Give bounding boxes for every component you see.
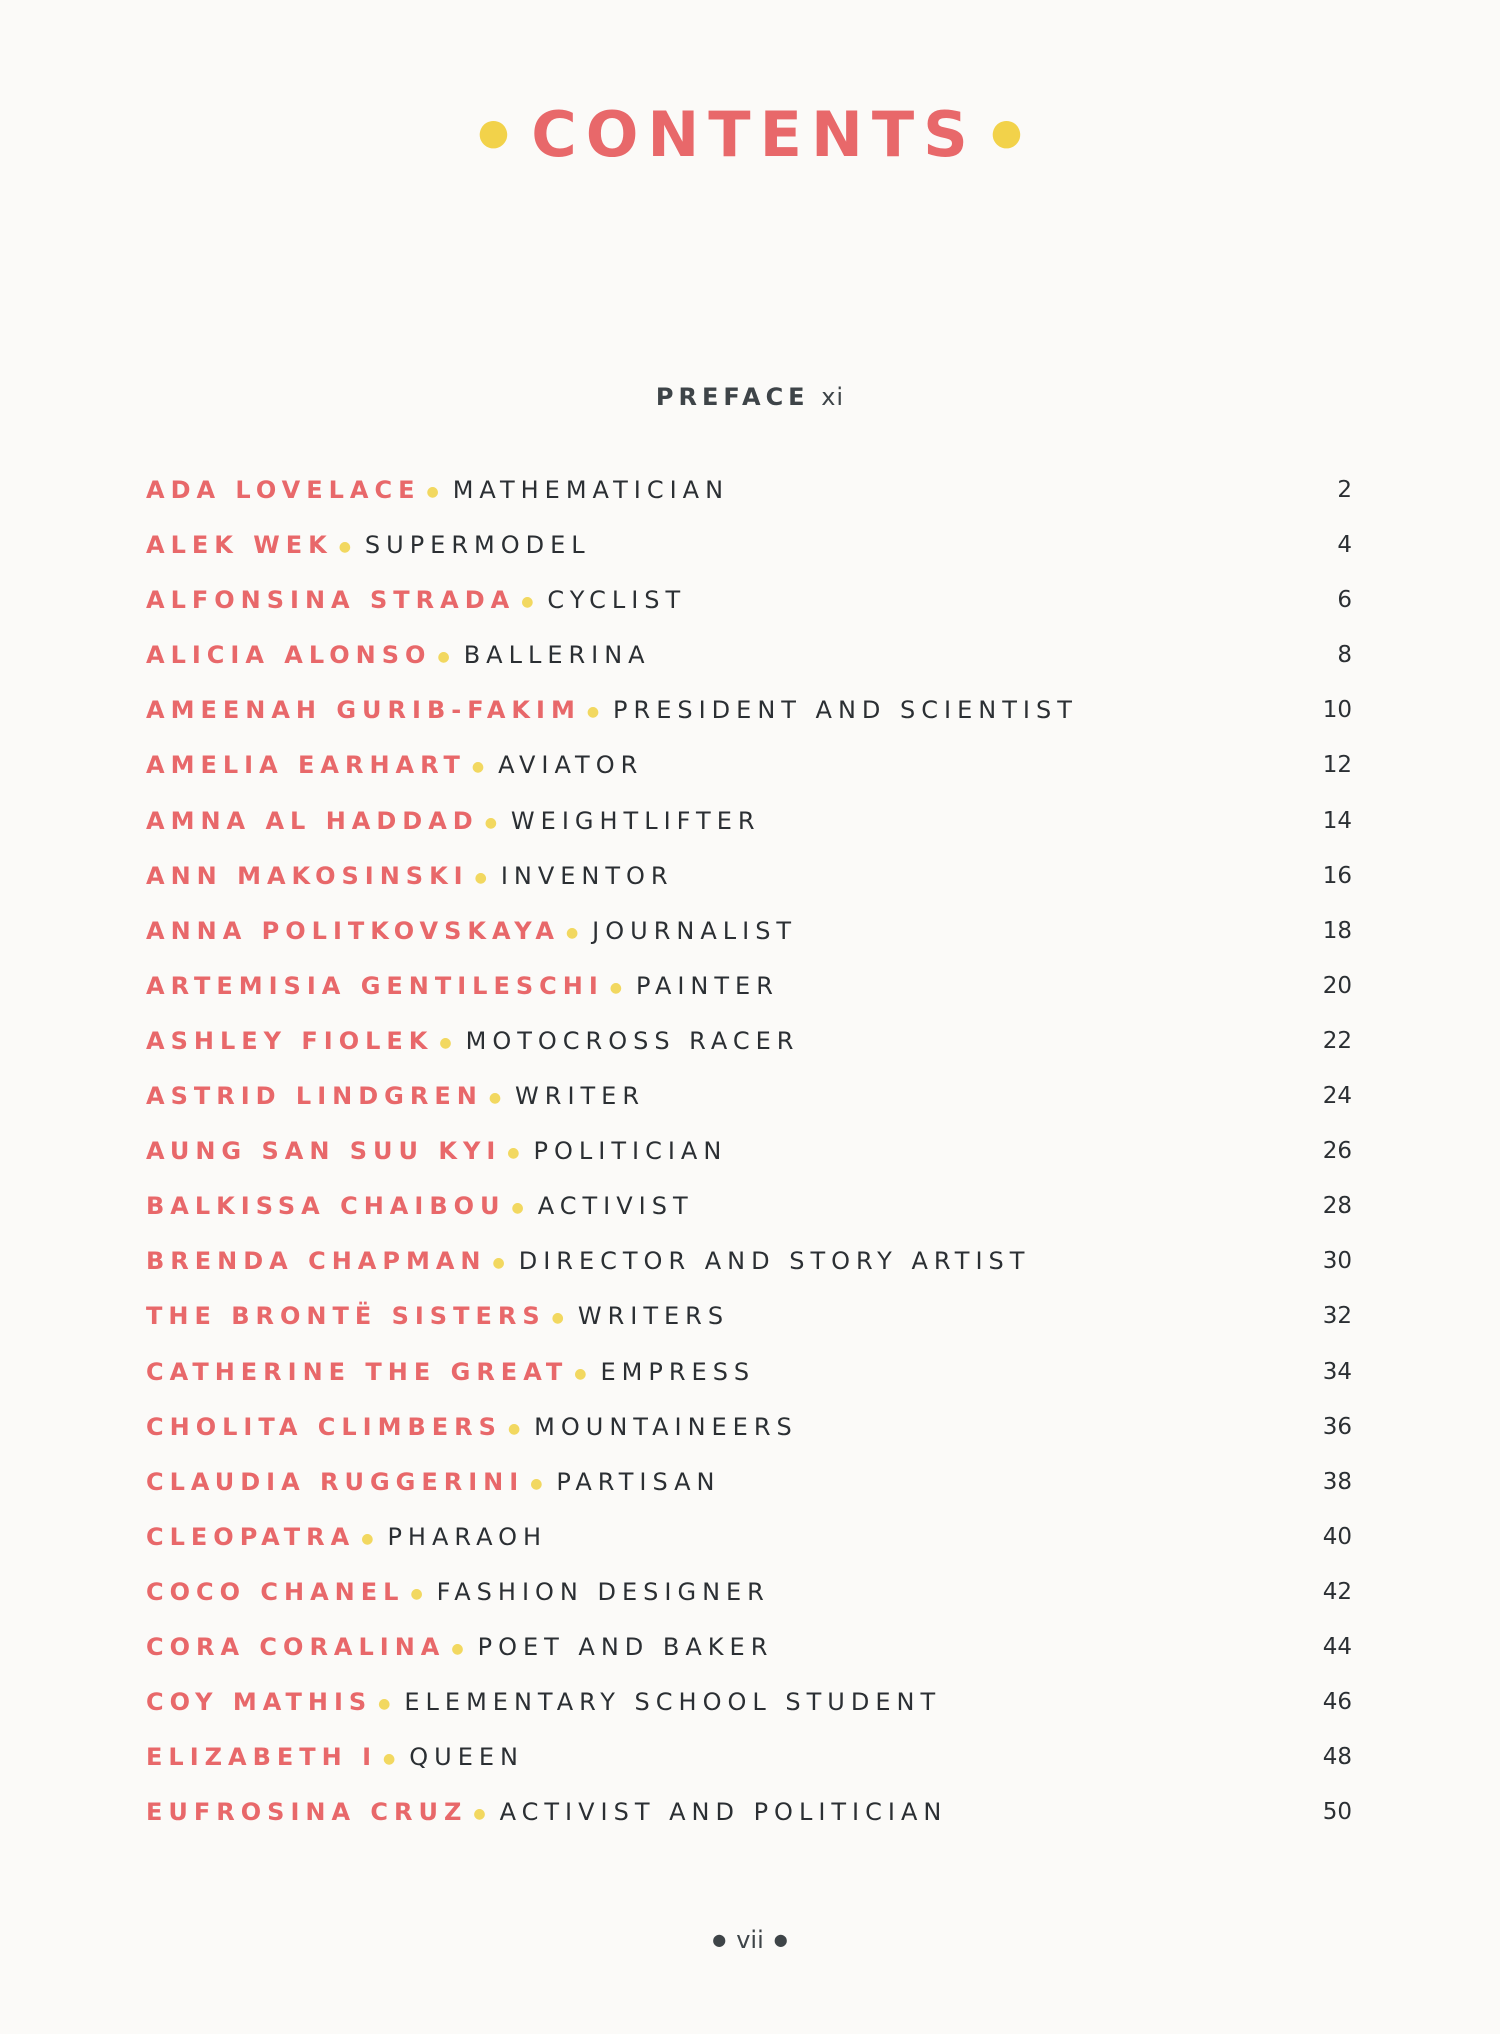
- toc-entry[interactable]: [146, 745, 1352, 800]
- entry-name: AMNA AL HADDAD: [146, 806, 479, 835]
- entry-name: ARTEMISIA GENTILESCHI: [146, 971, 604, 1000]
- preface-label: PREFACE: [655, 383, 810, 411]
- toc-entry[interactable]: [146, 635, 1352, 690]
- entry-name: CLEOPATRA: [146, 1522, 356, 1551]
- entry-name: ADA LOVELACE: [146, 476, 421, 504]
- toc-entry[interactable]: [146, 470, 1352, 525]
- preface-entry[interactable]: [0, 382, 1500, 412]
- entry-bullet-icon: ●: [410, 1585, 423, 1602]
- entry-role: WRITERS: [577, 1302, 730, 1331]
- toc-entry[interactable]: [146, 1021, 1352, 1076]
- entry-bullet-icon: ●: [521, 594, 534, 611]
- entry-page-number: 48: [1322, 1744, 1352, 1771]
- toc-entry[interactable]: [146, 966, 1352, 1021]
- entry-bullet-icon: ●: [484, 814, 497, 831]
- entry-role: QUEEN: [409, 1743, 524, 1772]
- toc-entry[interactable]: [146, 1627, 1352, 1682]
- entry-name: AMELIA EARHART: [146, 751, 466, 780]
- page-folio: [0, 1926, 1500, 1954]
- preface-page-number: xi: [821, 383, 845, 411]
- toc-entry[interactable]: [146, 1352, 1352, 1407]
- entry-name: COCO CHANEL: [146, 1577, 405, 1606]
- entry-page-number: 22: [1322, 1027, 1352, 1054]
- entry-role: PARTISAN: [556, 1467, 721, 1496]
- table-of-contents: [146, 470, 1352, 1847]
- entry-role: WEIGHTLIFTER: [510, 806, 761, 835]
- entry-bullet-icon: ●: [551, 1310, 564, 1327]
- entry-page-number: 8: [1337, 642, 1352, 669]
- toc-entry[interactable]: [146, 1131, 1352, 1186]
- entry-bullet-icon: ●: [378, 1696, 391, 1713]
- entry-name: ALFONSINA STRADA: [146, 586, 516, 615]
- entry-role: MOUNTAINEERS: [534, 1412, 798, 1441]
- toc-entry[interactable]: [146, 1407, 1352, 1462]
- entry-bullet-icon: ●: [383, 1751, 396, 1768]
- entry-page-number: 30: [1322, 1248, 1352, 1275]
- entry-bullet-icon: ●: [338, 539, 351, 556]
- toc-entry[interactable]: [146, 1241, 1352, 1296]
- entry-name: AMEENAH GURIB-FAKIM: [146, 696, 581, 725]
- toc-entry[interactable]: [146, 1682, 1352, 1737]
- entry-name: EUFROSINA CRUZ: [146, 1798, 468, 1827]
- entry-name: ASHLEY FIOLEK: [146, 1026, 434, 1055]
- entry-name: THE BRONTË SISTERS: [146, 1302, 546, 1331]
- entry-bullet-icon: ●: [471, 759, 485, 776]
- entry-name: CORA CORALINA: [146, 1632, 446, 1661]
- heading-bullet-right: ●: [990, 111, 1023, 153]
- entry-bullet-icon: ●: [609, 979, 622, 996]
- toc-entry[interactable]: [146, 1076, 1352, 1131]
- entry-page-number: 36: [1322, 1413, 1352, 1440]
- folio-bullet-left: ●: [712, 1930, 727, 1949]
- entry-bullet-icon: ●: [361, 1530, 374, 1547]
- entry-bullet-icon: ●: [437, 649, 450, 666]
- entry-name: ANNA POLITKOVSKAYA: [146, 916, 560, 945]
- entry-role: PRESIDENT AND SCIENTIST: [613, 696, 1078, 725]
- entry-role: WRITER: [515, 1082, 646, 1111]
- entry-role: MATHEMATICIAN: [452, 476, 730, 504]
- entry-role: AVIATOR: [498, 751, 644, 780]
- entry-role: POLITICIAN: [533, 1137, 728, 1166]
- toc-entry[interactable]: [146, 525, 1352, 580]
- entry-bullet-icon: ●: [507, 1145, 520, 1162]
- entry-name: ASTRID LINDGREN: [146, 1082, 483, 1111]
- entry-role: BALLERINA: [463, 641, 651, 670]
- entry-bullet-icon: ●: [492, 1255, 505, 1272]
- toc-entry[interactable]: [146, 801, 1352, 856]
- toc-entry[interactable]: [146, 1517, 1352, 1572]
- entry-name: ELIZABETH I: [146, 1743, 378, 1772]
- entry-bullet-icon: ●: [439, 1034, 452, 1051]
- entry-name: BRENDA CHAPMAN: [146, 1247, 487, 1276]
- entry-page-number: 14: [1322, 807, 1352, 834]
- entry-bullet-icon: ●: [451, 1640, 464, 1657]
- entry-page-number: 6: [1337, 587, 1352, 614]
- entry-name: CHOLITA CLIMBERS: [146, 1412, 502, 1441]
- folio-page-number: vii: [736, 1926, 764, 1954]
- entry-bullet-icon: ●: [530, 1475, 543, 1492]
- toc-entry[interactable]: [146, 911, 1352, 966]
- entry-role: ACTIVIST: [537, 1192, 694, 1221]
- entry-page-number: 24: [1322, 1083, 1352, 1110]
- entry-page-number: 34: [1322, 1358, 1352, 1385]
- entry-role: FASHION DESIGNER: [436, 1577, 770, 1606]
- entry-bullet-icon: ●: [507, 1420, 521, 1437]
- toc-entry[interactable]: [146, 1737, 1352, 1792]
- entry-page-number: 20: [1322, 972, 1352, 999]
- entry-page-number: 18: [1322, 917, 1352, 944]
- toc-entry[interactable]: [146, 1296, 1352, 1351]
- entry-role: DIRECTOR AND STORY ARTIST: [518, 1247, 1031, 1276]
- entry-bullet-icon: ●: [426, 484, 439, 500]
- entry-role: CYCLIST: [547, 586, 687, 615]
- entry-role: MOTOCROSS RACER: [465, 1026, 800, 1055]
- entry-page-number: 4: [1337, 532, 1352, 559]
- entry-name: ALICIA ALONSO: [146, 641, 432, 670]
- entry-name: BALKISSA CHAIBOU: [146, 1192, 506, 1221]
- toc-entry[interactable]: [146, 690, 1352, 745]
- entry-name: CLAUDIA RUGGERINI: [146, 1467, 525, 1496]
- folio-bullet-right: ●: [773, 1930, 788, 1949]
- entry-page-number: 32: [1322, 1303, 1352, 1330]
- contents-heading: [0, 95, 1500, 179]
- entry-name: AUNG SAN SUU KYI: [146, 1137, 502, 1166]
- toc-entry[interactable]: [146, 1186, 1352, 1241]
- toc-entry[interactable]: [146, 580, 1352, 635]
- entry-role: EMPRESS: [600, 1357, 756, 1386]
- entry-name: ANN MAKOSINSKI: [146, 861, 469, 890]
- entry-page-number: 42: [1322, 1578, 1352, 1605]
- toc-entry[interactable]: [146, 856, 1352, 911]
- contents-title: CONTENTS: [531, 98, 977, 171]
- entry-bullet-icon: ●: [565, 924, 579, 941]
- entry-role: PAINTER: [636, 971, 779, 1000]
- entry-bullet-icon: ●: [488, 1090, 502, 1107]
- entry-name: CATHERINE THE GREAT: [146, 1357, 569, 1386]
- entry-role: ACTIVIST AND POLITICIAN: [499, 1798, 948, 1827]
- entry-page-number: 28: [1322, 1193, 1352, 1220]
- entry-page-number: 38: [1322, 1468, 1352, 1495]
- entry-bullet-icon: ●: [473, 1806, 486, 1823]
- entry-page-number: 50: [1322, 1799, 1352, 1826]
- entry-role: ELEMENTARY SCHOOL STUDENT: [404, 1688, 942, 1717]
- entry-name: COY MATHIS: [146, 1688, 373, 1717]
- entry-page-number: 10: [1322, 697, 1352, 724]
- entry-bullet-icon: ●: [511, 1200, 524, 1217]
- entry-page-number: 12: [1322, 752, 1352, 779]
- entry-bullet-icon: ●: [474, 869, 487, 886]
- entry-name: ALEK WEK: [146, 531, 333, 560]
- entry-role: INVENTOR: [500, 861, 674, 890]
- entry-page-number: 16: [1322, 862, 1352, 889]
- entry-role: JOURNALIST: [592, 916, 798, 945]
- entry-page-number: 40: [1322, 1523, 1352, 1550]
- entry-page-number: 26: [1322, 1138, 1352, 1165]
- entry-bullet-icon: ●: [574, 1365, 587, 1382]
- entry-role: SUPERMODEL: [364, 531, 591, 560]
- entry-page-number: 44: [1322, 1633, 1352, 1660]
- entry-page-number: 2: [1337, 477, 1352, 503]
- toc-entry[interactable]: [146, 1462, 1352, 1517]
- toc-entry[interactable]: [146, 1792, 1352, 1847]
- toc-entry[interactable]: [146, 1572, 1352, 1627]
- entry-bullet-icon: ●: [586, 704, 600, 721]
- entry-role: POET AND BAKER: [477, 1632, 774, 1661]
- entry-page-number: 46: [1322, 1689, 1352, 1716]
- entry-role: PHARAOH: [387, 1522, 548, 1551]
- heading-bullet-left: ●: [477, 111, 510, 153]
